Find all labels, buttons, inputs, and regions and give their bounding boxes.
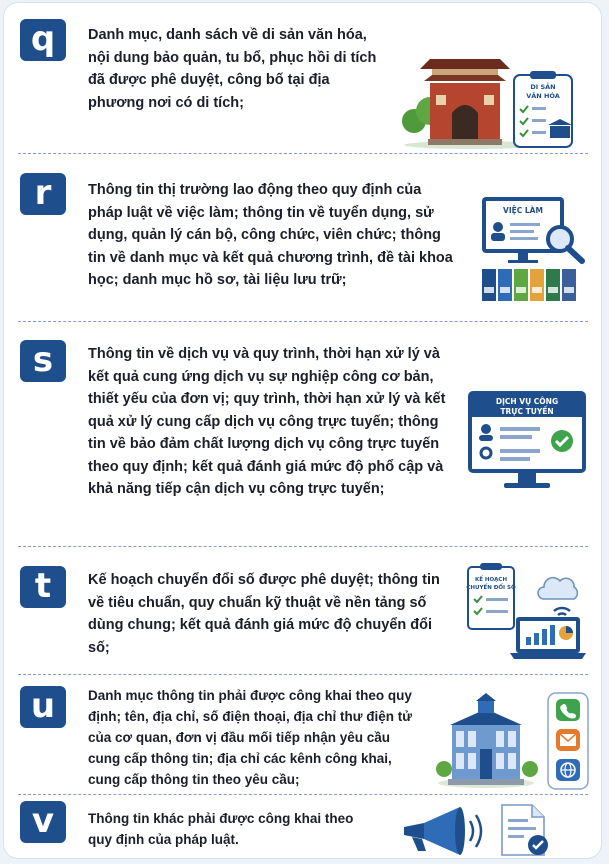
letter-badge-t: t [20,566,66,608]
svg-text:VĂN HÓA: VĂN HÓA [526,92,560,100]
section-text-v: Thông tin khác phải được công khai theo quy định của pháp luật. [88,811,354,847]
heritage-temple-checklist-icon [402,39,574,149]
section-text-s: Thông tin về dịch vụ và quy trình, thời hạn xử lý và kết quả cung ứng dịch vụ sự nghiệp công cơ bản, thiết yếu của đơn vị; quy trình, thời hạn xử lý và kết quả xử lý cung cấp dịch vụ công trực tuyến; thông tin về bảo đảm chất lượng dịch vụ công trực tuyến theo quy định; kết quả đánh giá mức độ phổ cập và khả năng tiếp cận dịch vụ công trực tuyến; [88,346,446,497]
section-text-u: Danh mục thông tin phải được công khai theo quy định; tên, địa chỉ, số điện thoại, địa chỉ thư điện tử của cơ quan, đơn vị đầu mối tiếp nhận yêu cầu cung cấp thông tin; địa chỉ các kênh công khai, cung cấp thông tin theo yêu cầu; [88,688,413,787]
svg-text:CHUYỂN ĐỔI SỐ: CHUYỂN ĐỔI SỐ [466,585,516,591]
megaphone-document-icon [398,801,558,857]
svg-text:KẾ HOẠCH: KẾ HOẠCH [474,577,508,583]
letter-badge-r: r [20,173,66,215]
divider [18,153,588,154]
section-text-t: Kế hoạch chuyển đổi số được phê duyệt; thông tin về tiêu chuẩn, quy chuẩn kỹ thuật về nền tảng số dùng chung; kết quả đánh giá mức độ chuyển đổi số; [88,572,440,656]
divider [18,674,588,675]
section-text-r: Thông tin thị trường lao động theo quy định của pháp luật về việc làm; thông tin về tuyển dụng, sử dụng, quản lý cán bộ, công chức, viên chức; thông tin về danh mục và kết quả chương trình, đề tài khoa học; danh mục hồ sơ, tài liệu lưu trữ; [88,182,453,288]
info-card [4,3,601,858]
letter-badge-s: s [20,340,66,382]
divider [18,321,588,322]
job-monitor-binders-icon [478,193,590,303]
letter-badge-u: u [20,686,66,728]
letter-badge-v: v [20,801,66,843]
online-service-monitor-icon [464,389,590,493]
section-text-q: Danh mục, danh sách về di sản văn hóa, nội dung bảo quản, tu bổ, phục hồi di tích đã được phê duyệt, công bố tại địa phương nơi có di tích; [88,27,377,111]
divider [18,546,588,547]
svg-text:DI SẢN: DI SẢN [530,83,556,91]
svg-text:VIỆC LÀM: VIỆC LÀM [503,206,543,215]
letter-badge-q: q [20,19,66,61]
digital-plan-laptop-icon [464,561,592,661]
svg-text:TRỰC TUYẾN: TRỰC TUYẾN [500,407,554,416]
divider [18,794,588,795]
government-building-contacts-icon [436,691,592,791]
svg-text:DỊCH VỤ CÔNG: DỊCH VỤ CÔNG [495,397,559,406]
